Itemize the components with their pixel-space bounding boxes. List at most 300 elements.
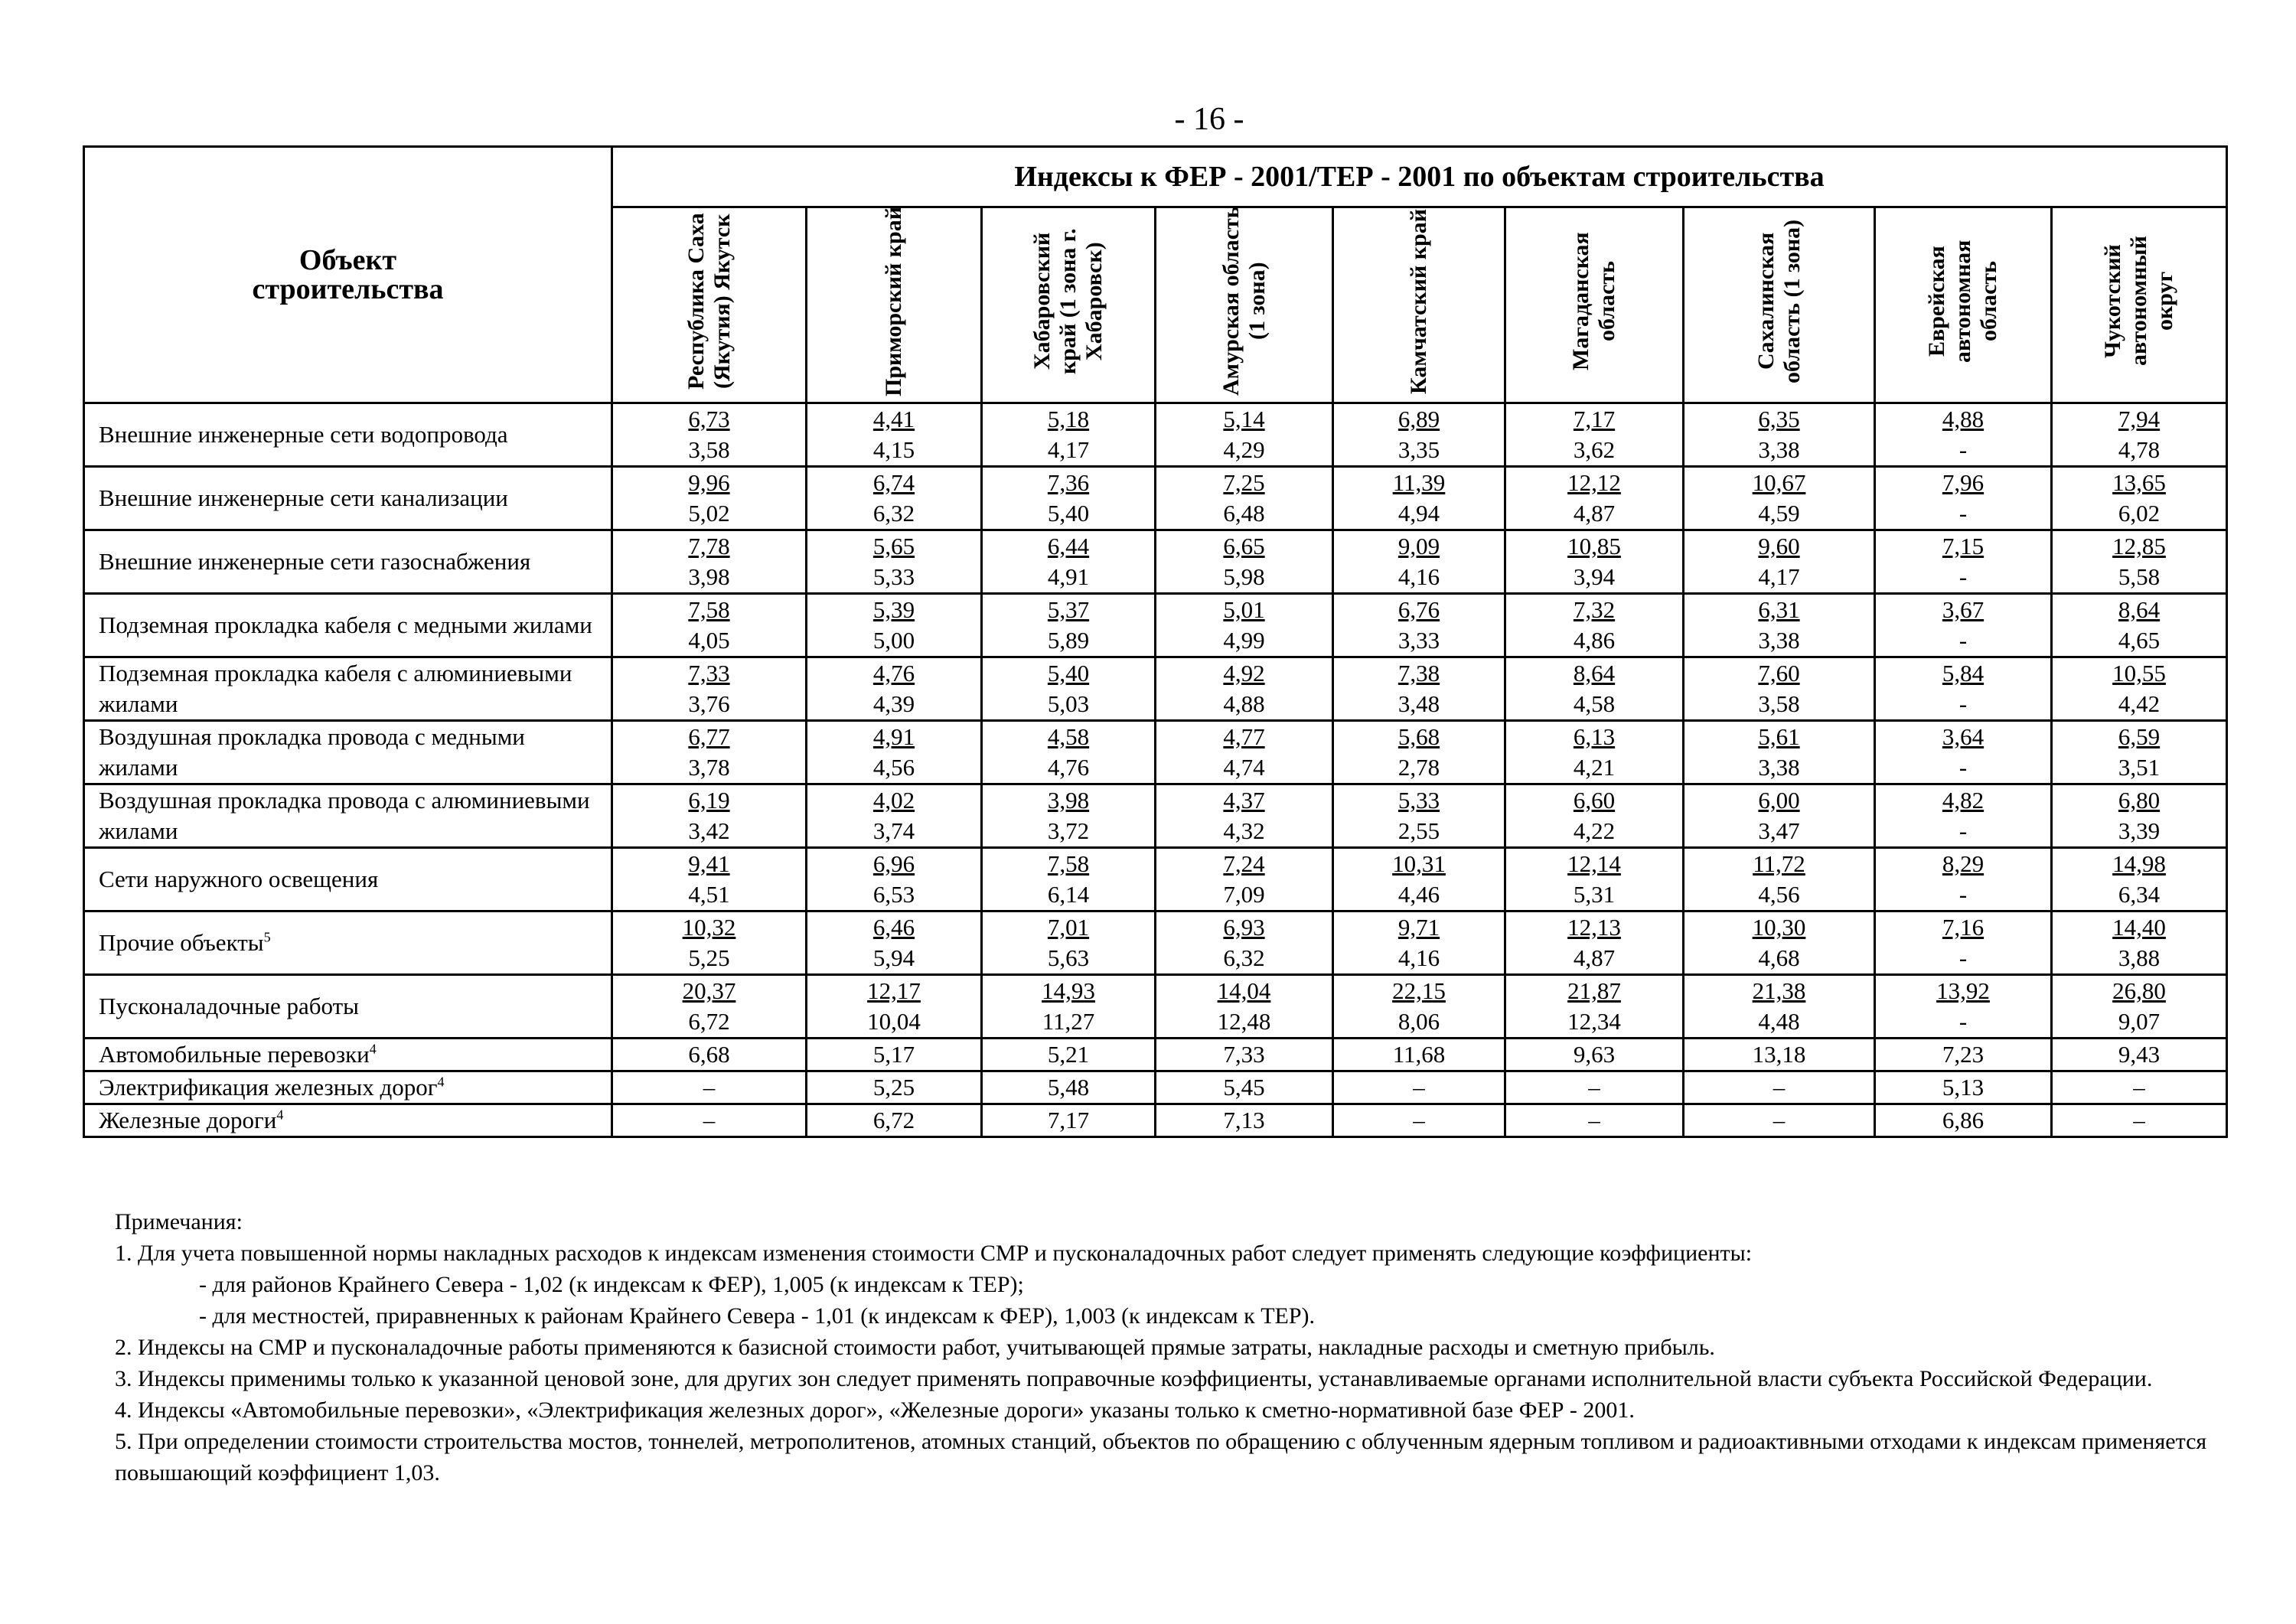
index-cell — [807, 1071, 982, 1104]
index-cell — [982, 784, 1156, 848]
region-name: Республика Саха (Якутия) Якутск — [683, 213, 735, 390]
fer-index: 6,96 — [872, 850, 915, 877]
index-cell — [807, 911, 982, 975]
region-name: Хабаровский край (1 зона г. Хабаровск) — [1029, 228, 1107, 374]
ter-index: 3,42 — [688, 817, 730, 844]
index-value: 5,17 — [872, 1041, 915, 1068]
ter-index: 4,58 — [1573, 690, 1616, 717]
index-value: 5,13 — [1942, 1074, 1985, 1101]
ter-index: 6,14 — [1047, 881, 1090, 908]
ter-index: - — [1958, 500, 1968, 527]
ter-index: 3,72 — [1047, 817, 1090, 844]
index-cell — [2052, 403, 2227, 467]
fer-index: 11,72 — [1753, 850, 1805, 877]
region-column-header — [807, 207, 982, 403]
ter-index: 3,38 — [1758, 436, 1800, 463]
ter-index: - — [1958, 754, 1968, 781]
region-name: Чукотский автономный округ — [2100, 236, 2177, 367]
ter-index: 11,27 — [1042, 1008, 1095, 1035]
index-cell — [1505, 784, 1684, 848]
index-cell — [1505, 975, 1684, 1039]
region-column-header — [2052, 207, 2227, 403]
index-value: – — [1588, 1074, 1600, 1101]
index-cell — [2052, 975, 2227, 1039]
fer-index: 5,33 — [1397, 787, 1440, 814]
table-row — [84, 1071, 2227, 1104]
index-value: 6,68 — [688, 1041, 730, 1068]
index-cell — [1875, 784, 2052, 848]
ter-index: 6,02 — [2118, 500, 2161, 527]
table-title: Индексы к ФЕР - 2001/ТЕР - 2001 по объектам строительства — [612, 147, 2227, 207]
fer-index: 7,94 — [2118, 406, 2161, 432]
ter-index: 4,88 — [1223, 690, 1265, 717]
index-cell — [1333, 848, 1505, 911]
object-name — [84, 657, 612, 721]
fer-index: 7,32 — [1573, 596, 1616, 623]
index-cell — [982, 721, 1156, 784]
object-label: Прочие объекты — [99, 929, 264, 956]
fer-index: 14,93 — [1042, 977, 1095, 1004]
index-cell — [1333, 657, 1505, 721]
table-row — [84, 1039, 2227, 1071]
ter-index: 2,55 — [1397, 817, 1440, 844]
index-cell — [1875, 1104, 2052, 1137]
ter-index: 3,58 — [1758, 690, 1800, 717]
object-name — [84, 975, 612, 1039]
object-label: Воздушная прокладка провода с алюминиевыми жилами — [99, 787, 590, 844]
ter-index: 5,63 — [1047, 944, 1090, 971]
object-name — [84, 403, 612, 467]
index-cell — [1684, 1071, 1875, 1104]
object-name — [84, 911, 612, 975]
ter-index: 4,22 — [1573, 817, 1616, 844]
ter-index: 6,32 — [872, 500, 915, 527]
fer-index: 6,73 — [688, 406, 730, 432]
ter-index: 4,15 — [872, 436, 915, 463]
index-cell — [1156, 975, 1333, 1039]
ter-index: - — [1958, 944, 1968, 971]
fer-index: 4,77 — [1223, 723, 1265, 750]
fer-index: 6,65 — [1223, 533, 1265, 559]
index-cell — [807, 467, 982, 530]
fer-index: 10,67 — [1752, 469, 1806, 496]
ter-index: 3,58 — [688, 436, 730, 463]
region-name: Магаданская область — [1568, 232, 1619, 370]
ter-index: 4,94 — [1397, 500, 1440, 527]
index-cell — [807, 721, 982, 784]
index-cell — [982, 1039, 1156, 1071]
fer-index: 5,14 — [1223, 406, 1265, 432]
note-3: 3. Индексы применимы только к указанной ценовой зоне, для других зон следует применять поправочные коэффициенты, устанавливаемые органами исполнительной власти субъекта Российской Федерации. — [115, 1366, 2153, 1391]
ter-index: 3,94 — [1573, 563, 1616, 590]
index-cell — [2052, 911, 2227, 975]
ter-index: 3,38 — [1758, 627, 1800, 654]
index-value: – — [703, 1107, 716, 1133]
fer-index: 3,98 — [1047, 787, 1090, 814]
fer-index: 6,77 — [688, 723, 730, 750]
fer-index: 4,76 — [872, 660, 915, 686]
ter-index: 4,68 — [1758, 944, 1800, 971]
fer-index: 10,32 — [682, 914, 736, 941]
object-name — [84, 467, 612, 530]
ter-index: 4,86 — [1573, 627, 1616, 654]
fer-index: 4,92 — [1223, 660, 1265, 686]
ter-index: 4,39 — [872, 690, 915, 717]
index-cell — [1505, 594, 1684, 657]
index-value: 11,68 — [1392, 1041, 1446, 1068]
index-value: 5,48 — [1047, 1074, 1090, 1101]
ter-index: 10,04 — [867, 1008, 921, 1035]
index-cell — [612, 975, 807, 1039]
index-cell — [1875, 657, 2052, 721]
ter-index: 4,78 — [2118, 436, 2161, 463]
note-1b: - для местностей, приравненных к районам Крайнего Севера - 1,01 (к индексам к ФЕР), 1,003 (к индексам к ТЕР). — [199, 1303, 1316, 1329]
fer-index: 9,41 — [688, 850, 730, 877]
index-cell — [1505, 403, 1684, 467]
note-1: 1. Для учета повышенной нормы накладных расходов к индексам изменения стоимости СМР и пусконаладочных работ следует применять следующие коэффициенты: — [115, 1241, 1753, 1266]
index-cell — [1684, 721, 1875, 784]
fer-index: 6,59 — [2118, 723, 2161, 750]
ter-index: 6,53 — [872, 881, 915, 908]
index-cell — [1684, 467, 1875, 530]
ter-index: 4,16 — [1397, 944, 1440, 971]
index-cell — [1684, 975, 1875, 1039]
index-cell — [807, 1039, 982, 1071]
index-cell — [1333, 403, 1505, 467]
index-cell — [2052, 784, 2227, 848]
ter-index: 3,51 — [2118, 754, 2161, 781]
ter-index: 4,74 — [1223, 754, 1265, 781]
index-cell — [807, 594, 982, 657]
index-cell — [1156, 530, 1333, 594]
ter-index: 6,72 — [688, 1008, 730, 1035]
index-cell — [982, 1071, 1156, 1104]
index-cell — [982, 594, 1156, 657]
fer-index: 6,93 — [1223, 914, 1265, 941]
ter-index: 8,06 — [1397, 1008, 1440, 1035]
fer-index: 6,35 — [1758, 406, 1800, 432]
index-cell — [1875, 403, 2052, 467]
fer-index: 14,04 — [1217, 977, 1271, 1004]
index-cell — [1684, 657, 1875, 721]
object-label: Пусконаладочные работы — [99, 993, 359, 1019]
index-value: – — [2133, 1074, 2145, 1101]
index-cell — [1684, 530, 1875, 594]
ter-index: 12,48 — [1217, 1008, 1271, 1035]
fer-index: 7,38 — [1397, 660, 1440, 686]
index-value: – — [703, 1074, 716, 1101]
object-name — [84, 1104, 612, 1137]
table-row — [84, 594, 2227, 657]
fer-index: 6,80 — [2118, 787, 2161, 814]
ter-index: 5,58 — [2118, 563, 2161, 590]
ter-index: 3,47 — [1758, 817, 1800, 844]
index-cell — [807, 784, 982, 848]
object-header-text: Объект строительства — [252, 244, 444, 305]
ter-index: 4,21 — [1573, 754, 1616, 781]
table-row — [84, 657, 2227, 721]
index-cell — [1156, 1039, 1333, 1071]
index-cell — [612, 403, 807, 467]
fer-index: 5,68 — [1397, 723, 1440, 750]
index-value: 7,17 — [1047, 1107, 1090, 1133]
ter-index: 3,35 — [1397, 436, 1440, 463]
index-cell — [982, 657, 1156, 721]
fer-index: 8,29 — [1942, 850, 1985, 877]
index-cell — [807, 848, 982, 911]
table-row — [84, 911, 2227, 975]
index-cell — [1505, 467, 1684, 530]
ter-index: 6,34 — [2118, 881, 2161, 908]
fer-index: 4,37 — [1223, 787, 1265, 814]
index-cell — [2052, 594, 2227, 657]
fer-index: 7,15 — [1942, 533, 1985, 559]
ter-index: 3,98 — [688, 563, 730, 590]
index-value: 6,72 — [872, 1107, 915, 1133]
fer-index: 21,38 — [1752, 977, 1806, 1004]
ter-index: 3,76 — [688, 690, 730, 717]
index-cell — [982, 530, 1156, 594]
ter-index: 3,74 — [872, 817, 915, 844]
index-value: – — [1413, 1074, 1425, 1101]
ter-index: 5,00 — [872, 627, 915, 654]
fer-index: 7,78 — [688, 533, 730, 559]
fer-index: 4,82 — [1942, 787, 1985, 814]
index-cell — [612, 594, 807, 657]
ter-index: - — [1958, 563, 1968, 590]
region-column-header — [1684, 207, 1875, 403]
ter-index: - — [1958, 690, 1968, 717]
ter-index: 5,31 — [1573, 881, 1616, 908]
fer-index: 4,58 — [1047, 723, 1090, 750]
object-column-header — [84, 147, 612, 403]
region-column-header — [982, 207, 1156, 403]
object-label: Автомобильные перевозки — [99, 1041, 370, 1068]
index-cell — [1684, 403, 1875, 467]
index-cell — [2052, 1104, 2227, 1137]
index-value: – — [1773, 1074, 1786, 1101]
fer-index: 22,15 — [1392, 977, 1446, 1004]
table-row — [84, 784, 2227, 848]
index-table — [83, 145, 2228, 1138]
index-cell — [1505, 530, 1684, 594]
note-5: 5. При определении стоимости строительства мостов, тоннелей, метрополитенов, атомных станций, объектов по обращению с облученным ядерным топливом и радиоактивными отходами к индексам применяется повышающий коэффициент 1,03. — [115, 1429, 2207, 1485]
fer-index: 6,00 — [1758, 787, 1800, 814]
ter-index: 4,29 — [1223, 436, 1265, 463]
region-name: Амурская область (1 зона) — [1218, 206, 1270, 396]
index-value: 13,18 — [1752, 1041, 1806, 1068]
index-cell — [1156, 784, 1333, 848]
ter-index: 5,98 — [1223, 563, 1265, 590]
fer-index: 7,16 — [1942, 914, 1985, 941]
fer-index: 13,65 — [2112, 469, 2166, 496]
index-cell — [1333, 594, 1505, 657]
index-cell — [807, 403, 982, 467]
ter-index: 12,34 — [1567, 1008, 1621, 1035]
ter-index: 4,46 — [1397, 881, 1440, 908]
index-cell — [1875, 1039, 2052, 1071]
index-cell — [1505, 1104, 1684, 1137]
index-cell — [1333, 1071, 1505, 1104]
fer-index: 12,85 — [2112, 533, 2166, 559]
ter-index: 9,07 — [2118, 1008, 2161, 1035]
region-name: Сахалинская область (1 зона) — [1753, 219, 1805, 383]
ter-index: 6,32 — [1223, 944, 1265, 971]
fer-index: 8,64 — [2118, 596, 2161, 623]
ter-index: 3,88 — [2118, 944, 2161, 971]
index-cell — [1156, 403, 1333, 467]
fer-index: 6,46 — [872, 914, 915, 941]
fer-index: 7,25 — [1223, 469, 1265, 496]
index-cell — [1156, 467, 1333, 530]
ter-index: 4,16 — [1397, 563, 1440, 590]
index-value: 6,86 — [1942, 1107, 1985, 1133]
index-value: 5,21 — [1047, 1041, 1090, 1068]
table-row — [84, 403, 2227, 467]
ter-index: 3,33 — [1397, 627, 1440, 654]
ter-index: - — [1958, 817, 1968, 844]
fer-index: 8,64 — [1573, 660, 1616, 686]
table-row — [84, 530, 2227, 594]
index-cell — [2052, 530, 2227, 594]
index-cell — [807, 657, 982, 721]
ter-index: 3,38 — [1758, 754, 1800, 781]
index-cell — [982, 848, 1156, 911]
fer-index: 10,30 — [1752, 914, 1806, 941]
index-cell — [1333, 467, 1505, 530]
index-cell — [982, 975, 1156, 1039]
object-name — [84, 721, 612, 784]
fer-index: 6,44 — [1047, 533, 1090, 559]
ter-index: 3,62 — [1573, 436, 1616, 463]
object-name — [84, 1071, 612, 1104]
fer-index: 10,55 — [2112, 660, 2166, 686]
fer-index: 12,14 — [1567, 850, 1621, 877]
index-cell — [982, 1104, 1156, 1137]
object-name — [84, 848, 612, 911]
fer-index: 12,17 — [867, 977, 921, 1004]
index-cell — [1684, 594, 1875, 657]
ter-index: 5,94 — [872, 944, 915, 971]
footnote-ref: 5 — [263, 929, 271, 945]
index-cell — [612, 1039, 807, 1071]
fer-index: 10,85 — [1567, 533, 1621, 559]
index-cell — [2052, 1039, 2227, 1071]
object-label: Подземная прокладка кабеля с медными жилами — [99, 611, 592, 638]
table-row — [84, 721, 2227, 784]
table-row — [84, 848, 2227, 911]
fer-index: 6,13 — [1573, 723, 1616, 750]
index-value: – — [1773, 1107, 1786, 1133]
ter-index: 3,48 — [1397, 690, 1440, 717]
index-cell — [1505, 657, 1684, 721]
index-cell — [1505, 911, 1684, 975]
index-cell — [612, 530, 807, 594]
fer-index: 14,98 — [2112, 850, 2166, 877]
ter-index: 4,87 — [1573, 500, 1616, 527]
ter-index: 2,78 — [1397, 754, 1440, 781]
region-column-header — [1156, 207, 1333, 403]
index-cell — [1156, 721, 1333, 784]
index-value: – — [1413, 1107, 1425, 1133]
index-value: – — [2133, 1107, 2145, 1133]
region-name: Приморский край — [881, 206, 906, 396]
fer-index: 14,40 — [2112, 914, 2166, 941]
footnote-ref: 4 — [369, 1041, 377, 1057]
index-cell — [612, 784, 807, 848]
index-cell — [1875, 594, 2052, 657]
index-cell — [1156, 848, 1333, 911]
fer-index: 5,65 — [872, 533, 915, 559]
index-cell — [1156, 911, 1333, 975]
index-cell — [1684, 848, 1875, 911]
fer-index: 7,01 — [1047, 914, 1090, 941]
ter-index: 4,42 — [2118, 690, 2161, 717]
ter-index: 4,91 — [1047, 563, 1090, 590]
index-cell — [1684, 784, 1875, 848]
index-cell — [1875, 848, 2052, 911]
index-cell — [2052, 1071, 2227, 1104]
index-value: – — [1588, 1107, 1600, 1133]
fer-index: 20,37 — [682, 977, 736, 1004]
ter-index: 4,05 — [688, 627, 730, 654]
object-label: Железные дороги — [99, 1107, 277, 1133]
index-cell — [1333, 530, 1505, 594]
region-name: Камчатский край — [1406, 208, 1431, 394]
ter-index: 5,40 — [1047, 500, 1090, 527]
note-4: 4. Индексы «Автомобильные перевозки», «Электрификация железных дорог», «Железные дороги» указаны только к сметно-нормативной базе ФЕР - 2001. — [115, 1397, 1635, 1423]
index-cell — [612, 467, 807, 530]
index-cell — [1875, 530, 2052, 594]
fer-index: 9,96 — [688, 469, 730, 496]
ter-index: 4,59 — [1758, 500, 1800, 527]
index-cell — [612, 911, 807, 975]
index-cell — [1333, 1104, 1505, 1137]
index-cell — [1684, 911, 1875, 975]
index-cell — [807, 975, 982, 1039]
fer-index: 10,31 — [1392, 850, 1446, 877]
index-cell — [1505, 848, 1684, 911]
index-cell — [1333, 911, 1505, 975]
fer-index: 26,80 — [2112, 977, 2166, 1004]
fer-index: 7,58 — [688, 596, 730, 623]
region-name: Еврейская автономная область — [1924, 240, 2001, 363]
note-1a: - для районов Крайнего Севера - 1,02 (к индексам к ФЕР), 1,005 (к индексам к ТЕР); — [199, 1272, 1024, 1297]
fer-index: 3,67 — [1942, 596, 1985, 623]
index-cell — [1875, 467, 2052, 530]
index-cell — [2052, 848, 2227, 911]
fer-index: 9,09 — [1397, 533, 1440, 559]
fer-index: 6,19 — [688, 787, 730, 814]
ter-index: 3,78 — [688, 754, 730, 781]
fer-index: 5,39 — [872, 596, 915, 623]
fer-index: 7,17 — [1573, 406, 1616, 432]
fer-index: 6,31 — [1758, 596, 1800, 623]
object-label: Подземная прокладка кабеля с алюминиевыми жилами — [99, 660, 572, 717]
index-cell — [982, 403, 1156, 467]
fer-index: 9,60 — [1758, 533, 1800, 559]
index-cell — [1505, 1071, 1684, 1104]
ter-index: 5,33 — [872, 563, 915, 590]
footnote-ref: 4 — [276, 1107, 284, 1123]
index-cell — [1875, 975, 2052, 1039]
fer-index: 6,60 — [1573, 787, 1616, 814]
index-cell — [1505, 1039, 1684, 1071]
fer-index: 4,91 — [872, 723, 915, 750]
fer-index: 7,96 — [1942, 469, 1985, 496]
fer-index: 3,64 — [1942, 723, 1985, 750]
notes-heading: Примечания: — [115, 1209, 243, 1234]
